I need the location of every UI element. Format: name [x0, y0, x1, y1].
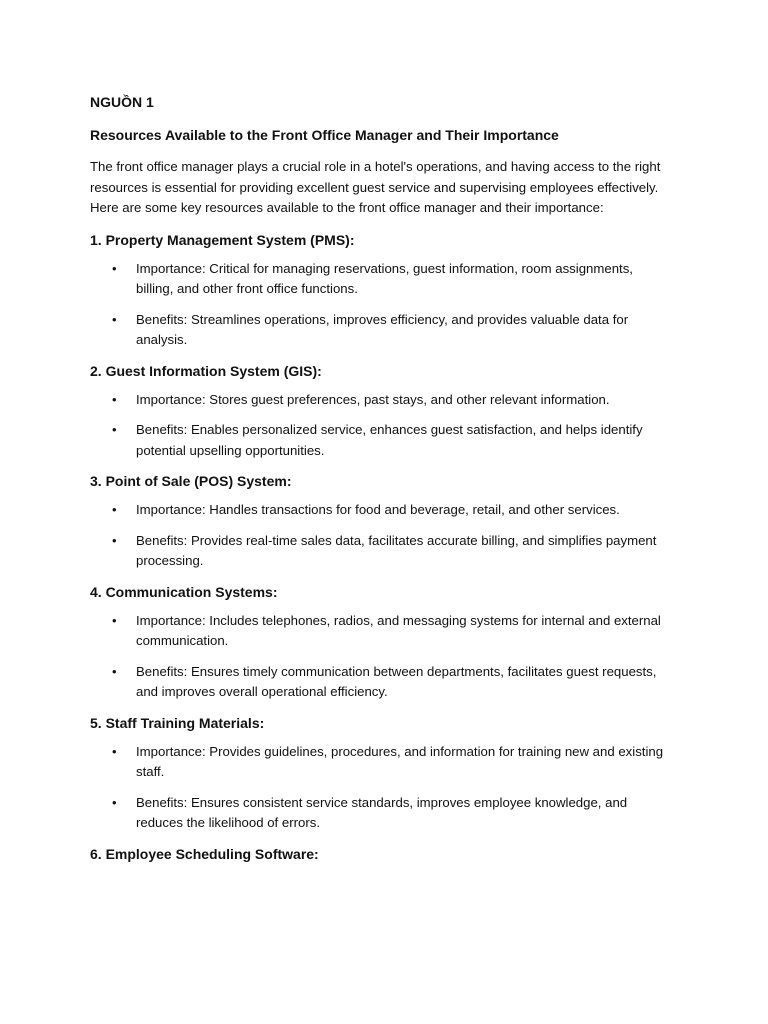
bullet-text: Benefits: Enables personalized service, enhances guest satisfaction, and helps identify potential upselling opportunities.	[136, 422, 643, 458]
bullet-icon: •	[112, 532, 117, 548]
section-3	[90, 471, 668, 572]
bullet-icon: •	[112, 391, 117, 407]
list-item	[90, 793, 668, 834]
bullet-icon: •	[112, 422, 117, 437]
list-item	[90, 259, 668, 300]
section-heading: 4. Communication Systems:	[90, 583, 278, 600]
section-1	[90, 230, 668, 351]
bullet-text: Importance: Includes telephones, radios, and messaging systems for internal and external communication.	[136, 612, 661, 648]
list-item	[90, 742, 668, 783]
section-6	[90, 844, 668, 864]
bullet-text: Importance: Handles transactions for food and beverage, retail, and other services.	[136, 502, 620, 517]
list-item	[90, 662, 668, 703]
bullet-text: Benefits: Ensures timely communication between departments, facilitates guest requests, and improves overall operational efficiency.	[136, 663, 657, 699]
source-label: NGUỒN 1	[90, 94, 154, 110]
bullet-list	[90, 611, 668, 703]
list-item	[90, 420, 668, 461]
bullet-text: Benefits: Provides real-time sales data, facilitates accurate billing, and simplifies payment processing.	[136, 532, 657, 568]
bullet-icon: •	[112, 260, 117, 276]
bullet-text: Benefits: Ensures consistent service standards, improves employee knowledge, and reduces the likelihood of errors.	[136, 794, 628, 830]
section-heading: 6. Employee Scheduling Software:	[90, 845, 319, 862]
list-item	[90, 390, 668, 411]
bullet-icon: •	[112, 502, 117, 517]
section-heading: 2. Guest Information System (GIS):	[90, 362, 322, 379]
list-item	[90, 531, 668, 572]
bullet-icon: •	[112, 311, 117, 327]
bullet-text: Importance: Stores guest preferences, past stays, and other relevant information.	[136, 391, 610, 407]
bullet-icon: •	[112, 663, 117, 679]
bullet-text: Benefits: Streamlines operations, improves efficiency, and provides valuable data for analysis.	[136, 311, 629, 347]
section-5	[90, 713, 668, 834]
bullet-text: Importance: Critical for managing reservations, guest information, room assignments, billing, and other front office functions.	[136, 260, 633, 296]
bullet-list	[90, 259, 668, 351]
bullet-list	[90, 742, 668, 834]
bullet-icon: •	[112, 743, 117, 759]
list-item	[90, 310, 668, 351]
bullet-list	[90, 500, 668, 572]
section-heading: 1. Property Management System (PMS):	[90, 231, 355, 248]
section-4	[90, 582, 668, 703]
document-title: Resources Available to the Front Office Manager and Their Importance	[90, 127, 559, 143]
bullet-text: Importance: Provides guidelines, procedures, and information for training new and existing staff.	[136, 743, 664, 779]
bullet-icon: •	[112, 612, 117, 628]
section-heading: 3. Point of Sale (POS) System:	[90, 473, 292, 489]
section-2	[90, 361, 668, 462]
section-heading: 5. Staff Training Materials:	[90, 714, 265, 731]
intro-paragraph: The front office manager plays a crucial role in a hotel's operations, and having access to the right resources is essential for providing excellent guest service and supervising employees effectively. Here are some key resources available to the front office manager and their importance:	[90, 159, 661, 215]
list-item	[90, 500, 668, 521]
list-item	[90, 611, 668, 652]
bullet-icon: •	[112, 794, 117, 810]
bullet-list	[90, 390, 668, 462]
